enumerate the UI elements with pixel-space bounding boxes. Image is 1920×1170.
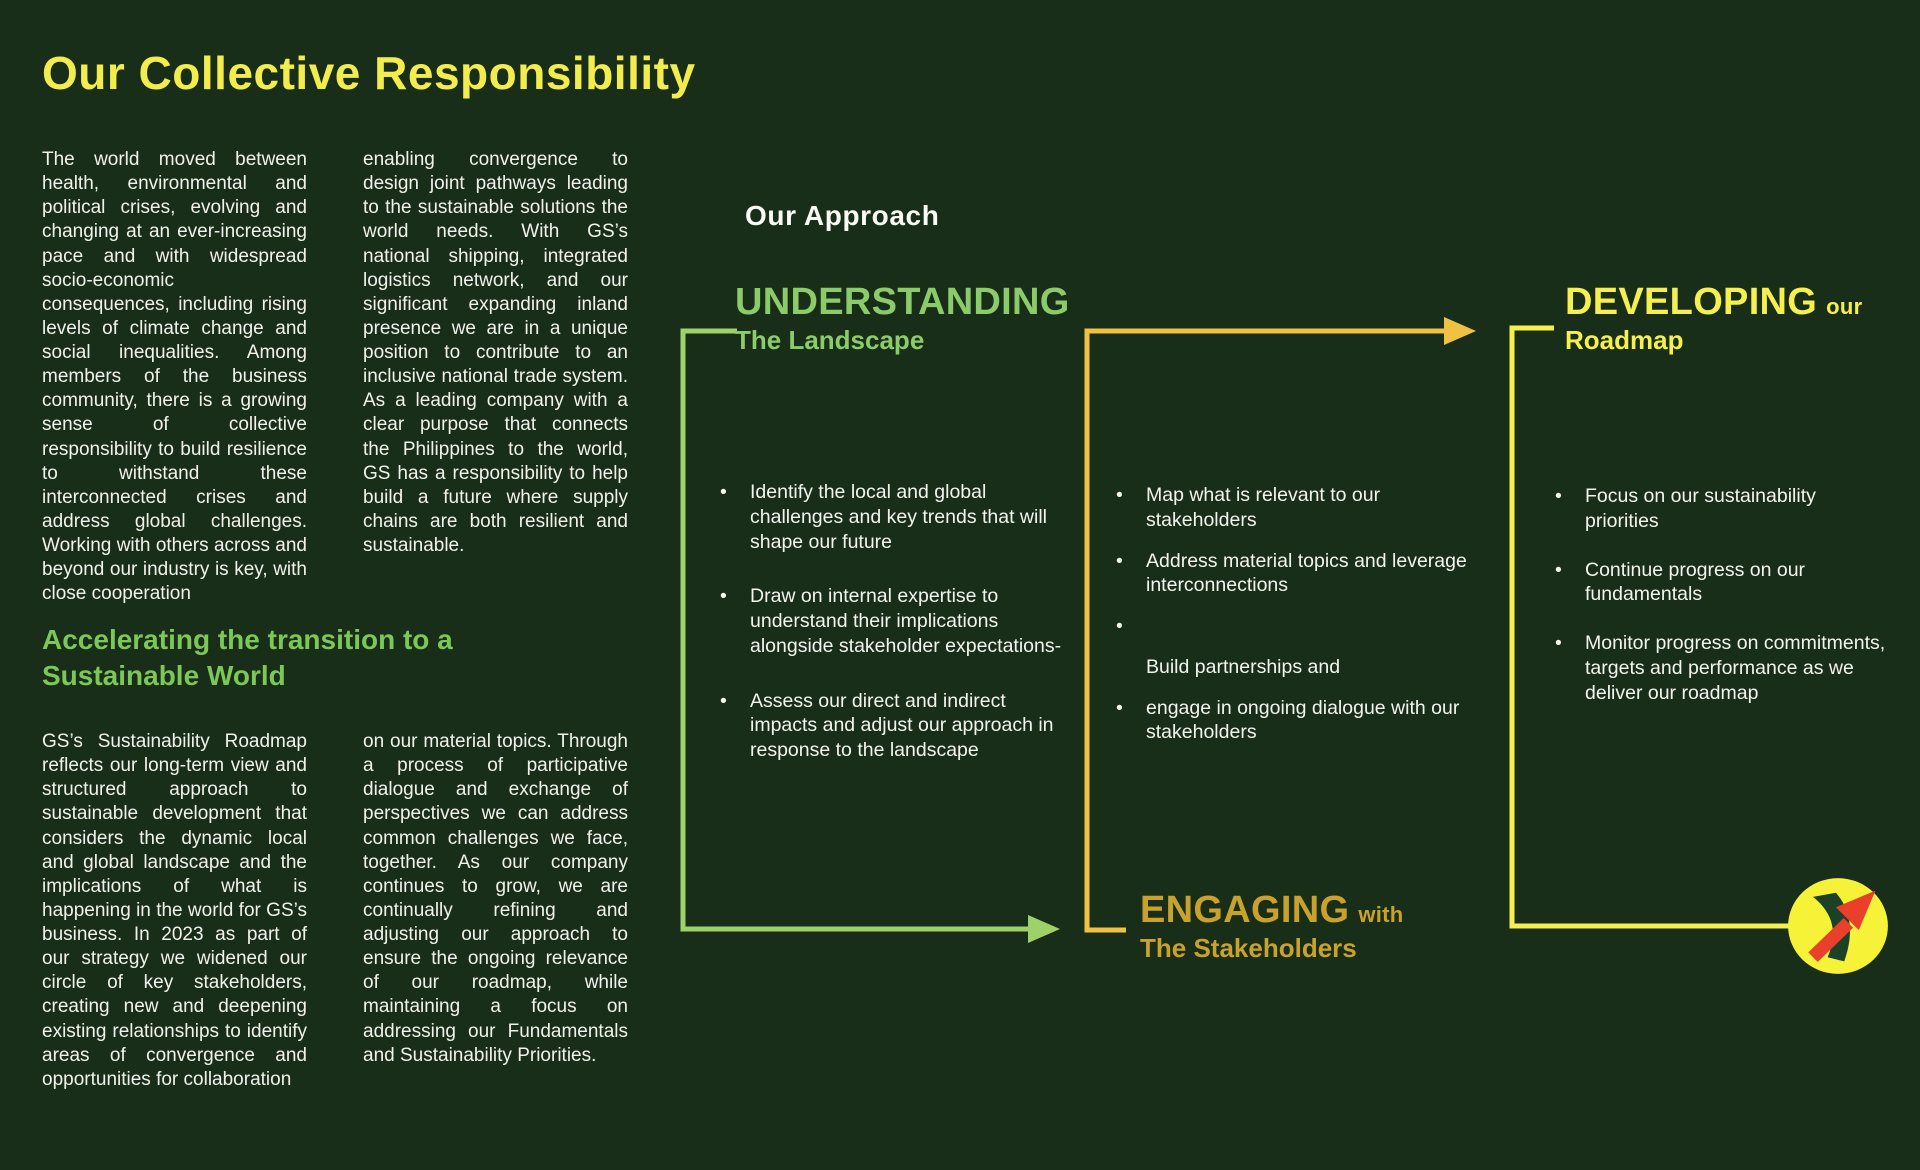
engaging-bullet-list	[1116, 483, 1478, 745]
bullet-icon: •	[720, 689, 727, 712]
list-item	[1555, 631, 1887, 705]
stage-title-suffix: with	[1358, 902, 1404, 927]
list-item-text: Map what is relevant to our stakeholders	[1146, 484, 1381, 531]
bullet-icon: •	[1116, 484, 1123, 506]
bullet-icon: •	[1555, 632, 1562, 654]
bullet-icon: •	[720, 585, 727, 608]
bullet-icon: •	[1116, 549, 1123, 572]
approach-heading: Our Approach	[745, 200, 940, 231]
list-item-text: Focus on our sustainability priorities	[1585, 485, 1816, 532]
list-item	[1116, 549, 1478, 599]
bullet-icon: •	[1116, 696, 1123, 719]
stage-title	[735, 283, 1079, 323]
section-subheading: Accelerating the transition to a Sustainable World	[42, 624, 453, 692]
stage-title	[1140, 891, 1440, 931]
intro-paragraph-column-2: enabling convergence to design joint pathways leading to the sustainable solutions the world needs. With GS’s national shipping, integrated logistics network, and our significant expanding inland presence we are in a unique position to contribute to an inclusive national trade system. As a leading company with a clear purpose that connects the Philippines to the world, GS has a responsibility to help build a future where supply chains are both resilient and sustainable.	[363, 149, 628, 556]
list-item	[1116, 655, 1478, 680]
list-item	[720, 584, 1072, 658]
list-item	[720, 689, 1072, 763]
list-item-text: Monitor progress on commitments, targets and performance as we deliver our roadmap	[1585, 632, 1886, 704]
bullet-icon: •	[720, 481, 727, 503]
bullet-icon: •	[1555, 558, 1562, 581]
stage-subtitle: The Landscape	[735, 324, 925, 355]
bullet-icon	[1116, 655, 1146, 680]
list-item-text: Assess our direct and indirect impacts and adjust our approach in response to the landscape	[750, 689, 1054, 761]
understanding-bullet-list	[720, 480, 1072, 763]
intro-paragraph-column-1: The world moved between health, environmental and political crises, evolving and changing at an ever-increasing pace and with widespread socio-economic consequences, including rising levels of climate change and social inequalities. Among members of the business community, there is a growing sense of collective responsibility to build resilience to withstand these interconnected crises and address global challenges. Working with others across and beyond our industry is key, with close cooperation	[42, 149, 307, 605]
stage-heading-developing	[1565, 283, 1875, 356]
list-item	[720, 480, 1072, 554]
roadmap-paragraph-column-2: on our material topics. Through a process of participative dialogue and exchange of perspectives we can address common challenges we face, together. As our company continues to grow, we are continually refining and adjusting our approach to ensure the ongoing relevance of our roadmap, while maintaining a focus on addressing our Fundamentals and Sustainability Priorities.	[363, 731, 628, 1066]
list-item-text: Identify the local and global challenges and key trends that will shape our future	[750, 481, 1048, 553]
list-item	[1116, 483, 1478, 533]
stage-heading-understanding	[735, 283, 1079, 356]
stage-subtitle: Roadmap	[1565, 324, 1684, 355]
list-item-text: Continue progress on our fundamentals	[1585, 558, 1806, 606]
gs-arrow-logo-icon	[1786, 874, 1890, 978]
green-arrowhead-icon	[1028, 915, 1060, 943]
bullet-icon: •	[1555, 485, 1562, 507]
list-item	[1555, 484, 1887, 534]
stage-title-text: ENGAGING	[1140, 889, 1350, 931]
amber-arrowhead-icon	[1444, 317, 1476, 345]
list-item	[1116, 614, 1478, 639]
stage-heading-engaging	[1140, 891, 1440, 964]
roadmap-paragraph-column-1: GS’s Sustainability Roadmap reflects our long-term view and structured approach to sustainable development that considers the dynamic local and global landscape and the implications of what is happening in the world for GS’s business. In 2023 as part of our strategy we widened our circle of key stakeholders, creating new and deepening existing relationships to identify areas of convergence and opportunities for collaboration	[42, 731, 307, 1090]
stage-title-text: UNDERSTANDING	[735, 281, 1070, 323]
list-item-text: Address material topics and leverage interconnections	[1146, 549, 1467, 597]
stage-subtitle: The Stakeholders	[1140, 932, 1357, 963]
stage-title	[1565, 283, 1875, 323]
stage-title-text: DEVELOPING	[1565, 281, 1818, 323]
bullet-icon: •	[1116, 615, 1123, 637]
list-item-text: Build partnerships and	[1146, 655, 1341, 678]
list-item-text: engage in ongoing dialogue with our stakeholders	[1146, 696, 1460, 744]
stage-title-suffix: our	[1826, 294, 1863, 319]
list-item-text: Draw on internal expertise to understand their implications alongside stakeholder expectations-	[750, 585, 1062, 657]
list-item	[1555, 558, 1887, 608]
list-item	[1116, 696, 1478, 746]
page-title: Our Collective Responsibility	[42, 47, 696, 99]
developing-bullet-list	[1555, 484, 1887, 705]
